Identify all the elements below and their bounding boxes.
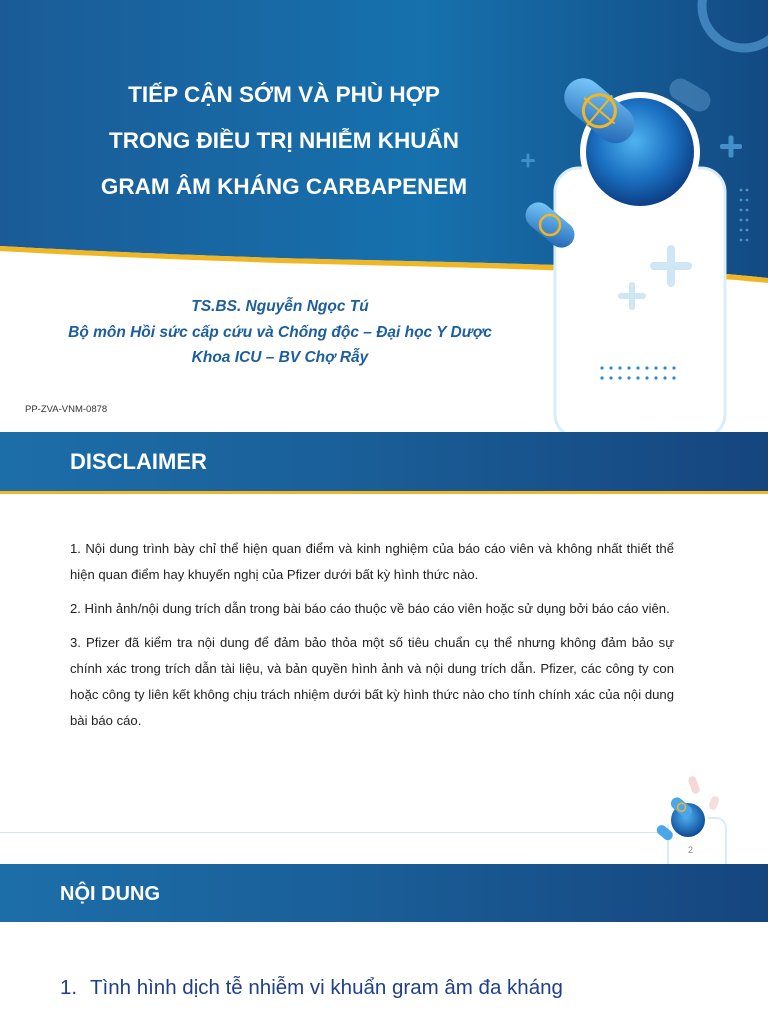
- slide-title: NỘI DUNG: [60, 883, 160, 905]
- footer-illustration: [650, 762, 750, 864]
- document-code: PP-ZVA-VNM-0878: [25, 404, 108, 415]
- slide-header-bar: [0, 864, 768, 922]
- disclaimer-paragraph: 1. Nội dung trình bày chỉ thể hiện quan điểm và kinh nghiệm của báo cáo viên và không nhất thiết thể hiện quan điểm hay khuyến nghị của Pfizer dưới bất kỳ hình thức nào.: [70, 541, 674, 582]
- footer-divider: [0, 832, 660, 833]
- disclaimer-paragraph: 2. Hình ảnh/nội dung trích dẫn trong bài báo cáo thuộc về báo cáo viên hoặc sử dụng bởi báo cáo viên.: [70, 601, 670, 616]
- list-item-text: Tình hình dịch tễ nhiễm vi khuẩn gram âm đa kháng: [90, 976, 563, 999]
- disclaimer-body: [70, 536, 674, 742]
- presentation-title: [20, 72, 548, 210]
- title-line: TRONG ĐIỀU TRỊ NHIỄM KHUẨN: [109, 128, 459, 153]
- slide-title: DISCLAIMER: [70, 449, 207, 474]
- list-item-number: 1.: [60, 976, 78, 999]
- disclaimer-paragraph: 3. Pfizer đã kiểm tra nội dung để đảm bảo thỏa một số tiêu chuẩn cụ thể nhưng không đảm bảo sự chính xác trong trích dẫn tài liệu, và bản quyền hình ảnh và nội dung trích dẫn. Pfizer, các công ty con hoặc công ty liên kết không chịu trách nhiệm dưới bất kỳ hình thức nào cho tính chính xác của nội dung bài báo cáo.: [70, 635, 674, 728]
- author-unit: Khoa ICU – BV Chợ Rẫy: [191, 349, 369, 366]
- title-slide: [0, 0, 768, 432]
- author-block: [20, 294, 540, 371]
- page-number: 2: [688, 845, 694, 855]
- author-name: TS.BS. Nguyễn Ngọc Tú: [191, 298, 369, 315]
- title-line: TIẾP CẬN SỚM VÀ PHÙ HỢP: [128, 82, 440, 107]
- title-line: GRAM ÂM KHÁNG CARBAPENEM: [100, 174, 468, 199]
- list-item: [60, 976, 563, 1000]
- author-department: Bộ môn Hồi sức cấp cứu và Chống độc – Đại học Y Dược: [68, 323, 492, 341]
- disclaimer-slide: [0, 432, 768, 864]
- contents-slide: [0, 864, 768, 1024]
- slide-header-bar: [0, 432, 768, 491]
- header-accent-line: [0, 491, 768, 494]
